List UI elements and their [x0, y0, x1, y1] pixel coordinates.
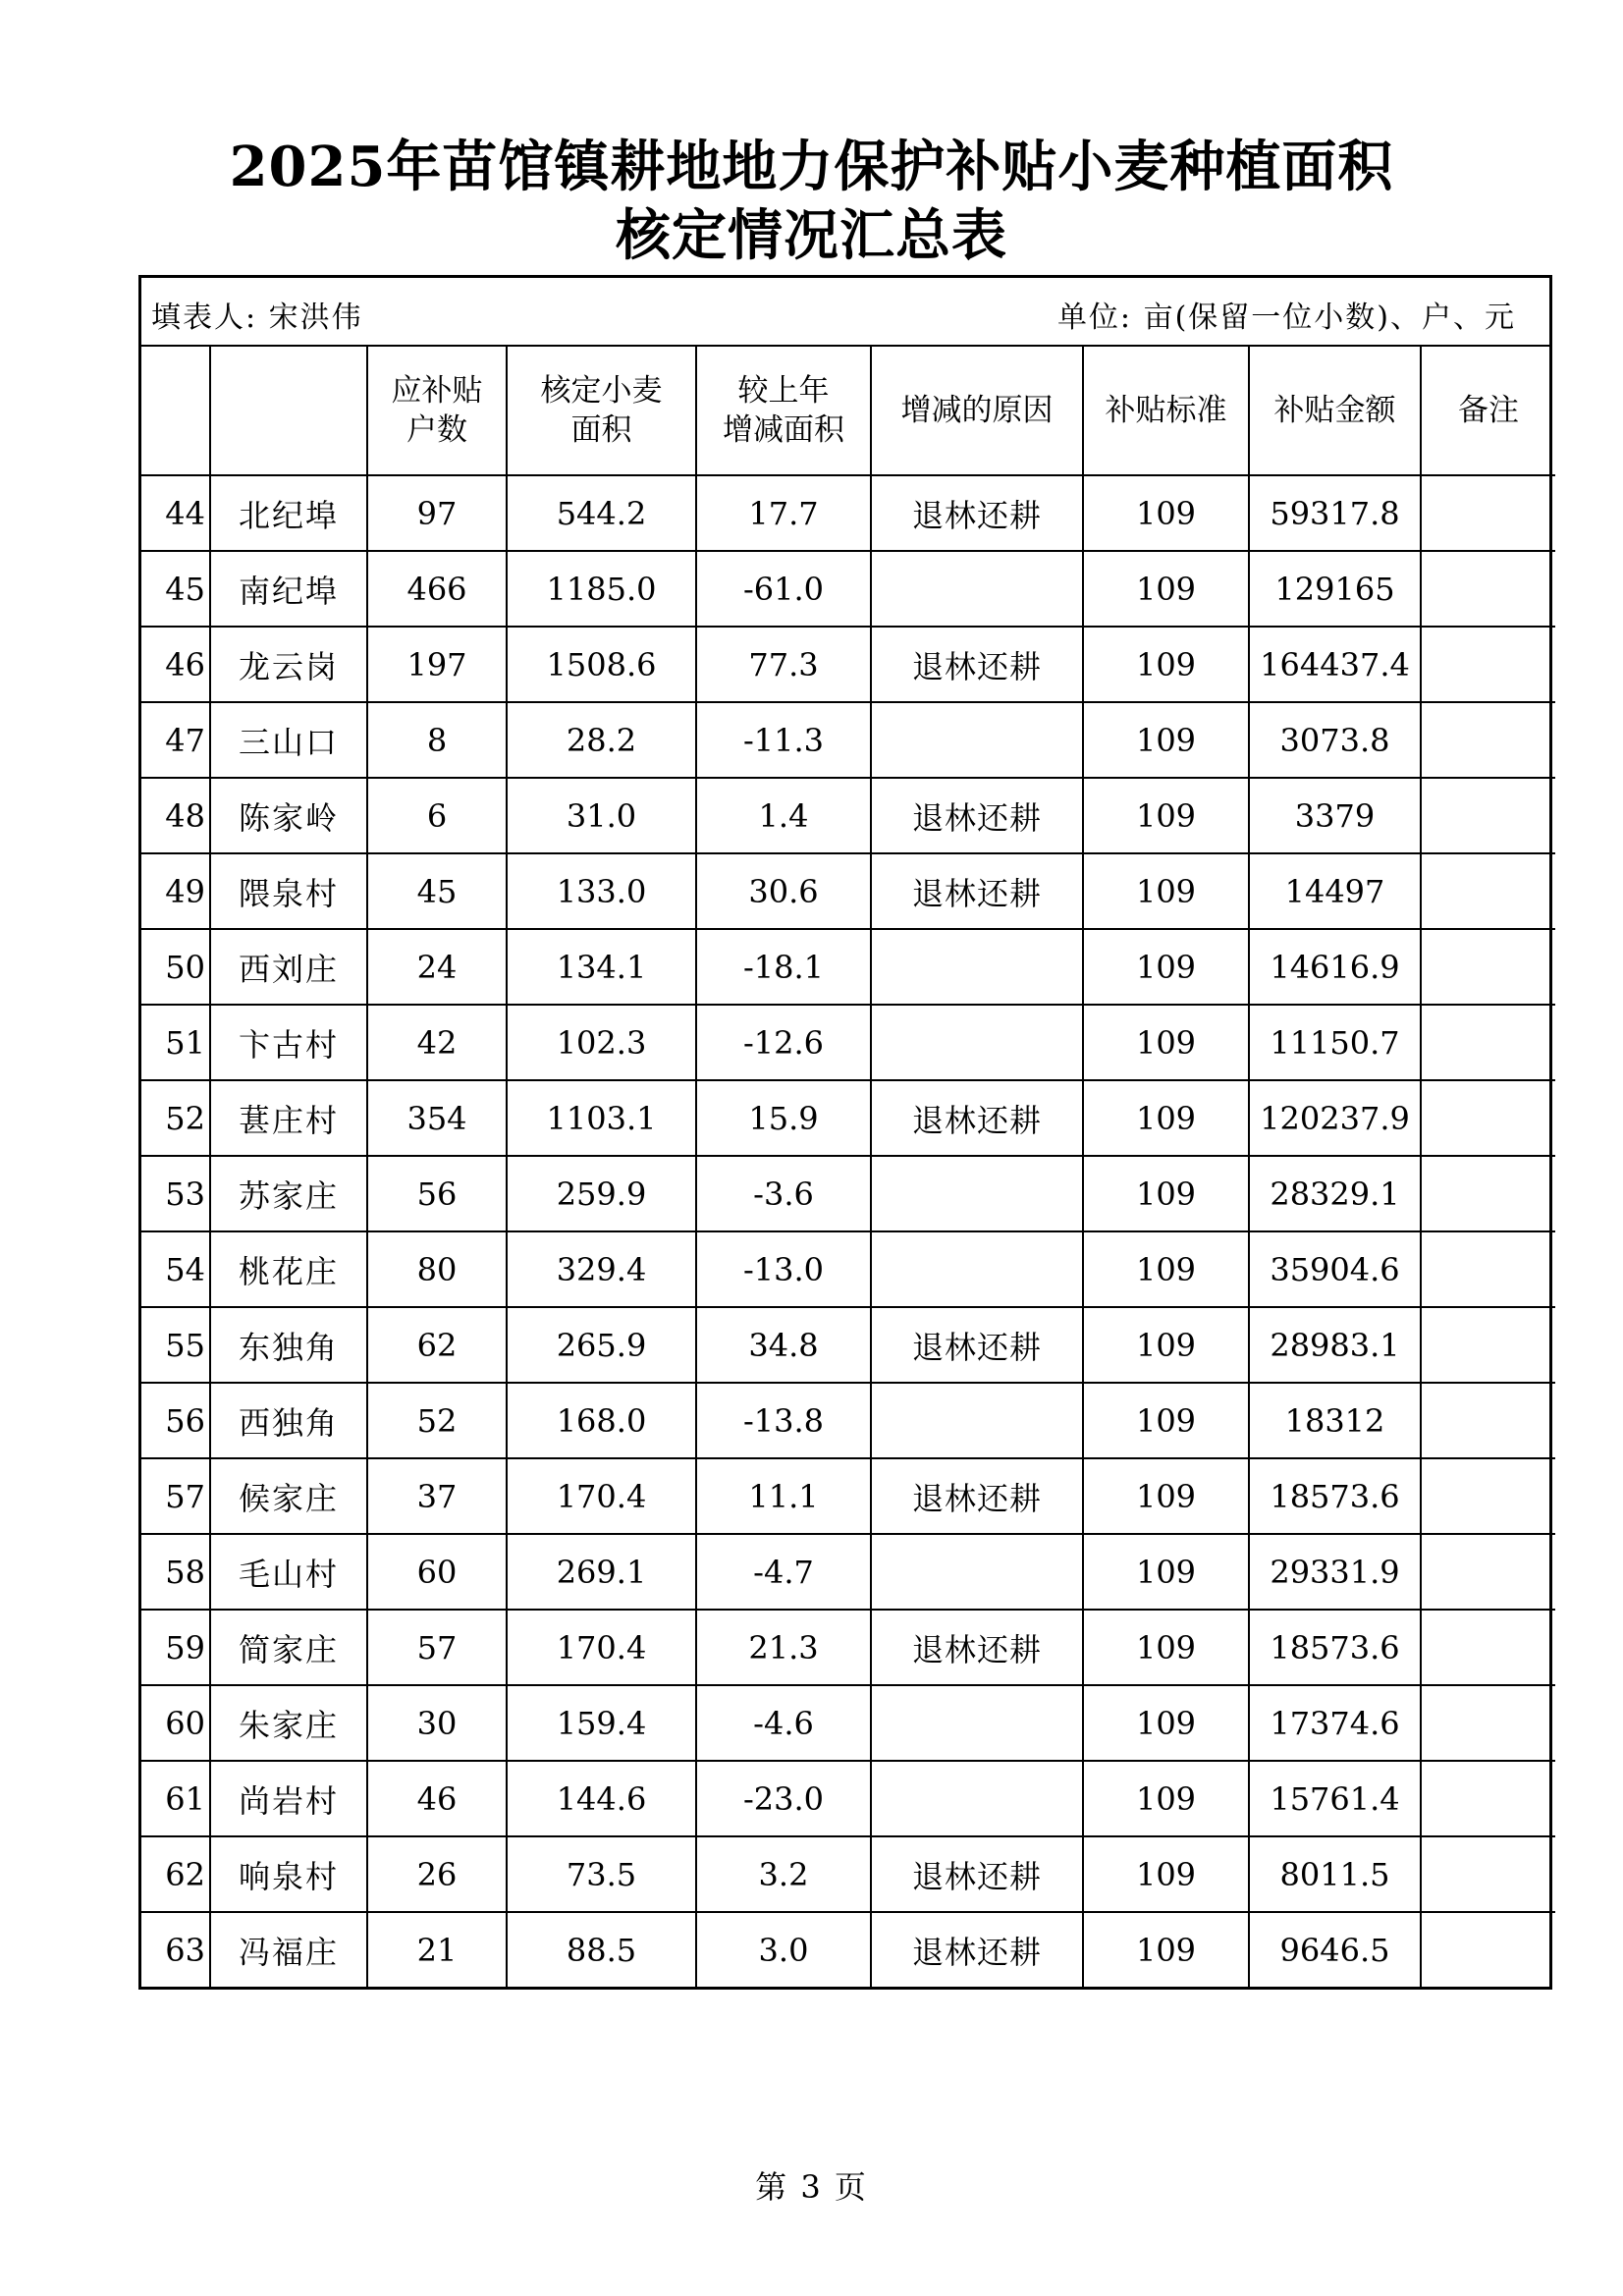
note-cell [1421, 1458, 1555, 1534]
village-name: 东独角 [210, 1307, 367, 1383]
col-reason-header [871, 347, 1083, 475]
households-cell: 56 [367, 1156, 507, 1231]
households-cell: 62 [367, 1307, 507, 1383]
standard-cell: 109 [1083, 702, 1249, 778]
reason-cell: 退林还耕 [871, 1307, 1083, 1383]
reason-cell [871, 1685, 1083, 1761]
area-cell: 1185.0 [507, 551, 696, 627]
col-amount-header [1249, 347, 1421, 475]
note-cell [1421, 475, 1555, 551]
standard-cell: 109 [1083, 1610, 1249, 1685]
row-index: 55 [141, 1307, 210, 1383]
row-index: 52 [141, 1080, 210, 1156]
col-households-header [367, 347, 507, 475]
standard-cell: 109 [1083, 475, 1249, 551]
change-cell: 3.2 [696, 1836, 871, 1912]
table-row [141, 1458, 1555, 1534]
note-cell [1421, 1534, 1555, 1610]
change-cell: 30.6 [696, 853, 871, 929]
village-name: 桃花庄 [210, 1231, 367, 1307]
change-cell: -23.0 [696, 1761, 871, 1836]
row-index: 60 [141, 1685, 210, 1761]
area-cell: 269.1 [507, 1534, 696, 1610]
header-text: 增减面积 [723, 412, 844, 448]
households-cell: 80 [367, 1231, 507, 1307]
table-row [141, 1005, 1555, 1080]
col-index-header [141, 347, 210, 475]
change-cell: 21.3 [696, 1610, 871, 1685]
area-cell: 88.5 [507, 1912, 696, 1987]
amount-cell: 15761.4 [1249, 1761, 1421, 1836]
table-row [141, 1080, 1555, 1156]
amount-cell: 3073.8 [1249, 702, 1421, 778]
row-index: 48 [141, 778, 210, 853]
table-row [141, 1761, 1555, 1836]
standard-cell: 109 [1083, 929, 1249, 1005]
area-cell: 168.0 [507, 1383, 696, 1458]
note-cell [1421, 1005, 1555, 1080]
unit-label: 单位: 亩(保留一位小数)、户、元 [1056, 301, 1516, 335]
village-name: 简家庄 [210, 1610, 367, 1685]
households-cell: 57 [367, 1610, 507, 1685]
note-cell [1421, 929, 1555, 1005]
note-cell [1421, 1836, 1555, 1912]
standard-cell: 109 [1083, 1080, 1249, 1156]
area-cell: 1103.1 [507, 1080, 696, 1156]
table-row [141, 1231, 1555, 1307]
reason-cell [871, 1231, 1083, 1307]
note-cell [1421, 1080, 1555, 1156]
change-cell: -4.7 [696, 1534, 871, 1610]
standard-cell: 109 [1083, 1534, 1249, 1610]
area-cell: 544.2 [507, 475, 696, 551]
village-name: 卞古村 [210, 1005, 367, 1080]
table-row [141, 551, 1555, 627]
standard-cell: 109 [1083, 778, 1249, 853]
village-name: 响泉村 [210, 1836, 367, 1912]
change-cell: -13.8 [696, 1383, 871, 1458]
area-cell: 31.0 [507, 778, 696, 853]
reason-cell: 退林还耕 [871, 853, 1083, 929]
standard-cell: 109 [1083, 1156, 1249, 1231]
table-row [141, 1307, 1555, 1383]
standard-cell: 109 [1083, 627, 1249, 702]
area-cell: 28.2 [507, 702, 696, 778]
note-cell [1421, 1231, 1555, 1307]
note-cell [1421, 551, 1555, 627]
note-cell [1421, 1912, 1555, 1987]
note-cell [1421, 1685, 1555, 1761]
row-index: 61 [141, 1761, 210, 1836]
filler-label: 填表人: 宋洪伟 [151, 301, 363, 335]
village-name: 苏家庄 [210, 1156, 367, 1231]
table-row [141, 1912, 1555, 1987]
area-cell: 329.4 [507, 1231, 696, 1307]
change-cell: -11.3 [696, 702, 871, 778]
area-cell: 170.4 [507, 1458, 696, 1534]
note-cell [1421, 1761, 1555, 1836]
change-cell: 34.8 [696, 1307, 871, 1383]
table-row [141, 1534, 1555, 1610]
standard-cell: 109 [1083, 1912, 1249, 1987]
amount-cell: 28983.1 [1249, 1307, 1421, 1383]
table-row [141, 702, 1555, 778]
note-cell [1421, 1307, 1555, 1383]
col-change-header [696, 347, 871, 475]
village-name: 毛山村 [210, 1534, 367, 1610]
amount-cell: 14497 [1249, 853, 1421, 929]
standard-cell: 109 [1083, 1761, 1249, 1836]
table-row [141, 627, 1555, 702]
amount-cell: 59317.8 [1249, 475, 1421, 551]
households-cell: 21 [367, 1912, 507, 1987]
reason-cell: 退林还耕 [871, 1080, 1083, 1156]
village-name: 西刘庄 [210, 929, 367, 1005]
summary-sheet [138, 275, 1552, 1990]
amount-cell: 28329.1 [1249, 1156, 1421, 1231]
village-name: 候家庄 [210, 1458, 367, 1534]
row-index: 53 [141, 1156, 210, 1231]
reason-cell [871, 1156, 1083, 1231]
row-index: 59 [141, 1610, 210, 1685]
header-text: 面积 [570, 412, 632, 448]
area-cell: 134.1 [507, 929, 696, 1005]
change-cell: -12.6 [696, 1005, 871, 1080]
table-row [141, 1610, 1555, 1685]
households-cell: 46 [367, 1761, 507, 1836]
header-text: 户数 [406, 412, 467, 448]
page-title: 2025年苗馆镇耕地地力保护补贴小麦种植面积 [229, 135, 1394, 199]
village-name: 隈泉村 [210, 853, 367, 929]
note-cell [1421, 1156, 1555, 1231]
amount-cell: 18573.6 [1249, 1458, 1421, 1534]
reason-cell: 退林还耕 [871, 627, 1083, 702]
row-index: 47 [141, 702, 210, 778]
reason-cell: 退林还耕 [871, 778, 1083, 853]
col-note-header [1421, 347, 1555, 475]
table-row [141, 1156, 1555, 1231]
subsidy-table [141, 347, 1555, 1987]
area-cell: 73.5 [507, 1836, 696, 1912]
area-cell: 159.4 [507, 1685, 696, 1761]
village-name: 龙云岗 [210, 627, 367, 702]
change-cell: -3.6 [696, 1156, 871, 1231]
note-cell [1421, 702, 1555, 778]
row-index: 56 [141, 1383, 210, 1458]
header-text: 较上年 [737, 373, 830, 409]
area-cell: 1508.6 [507, 627, 696, 702]
households-cell: 52 [367, 1383, 507, 1458]
reason-cell: 退林还耕 [871, 1836, 1083, 1912]
row-index: 51 [141, 1005, 210, 1080]
amount-cell: 164437.4 [1249, 627, 1421, 702]
amount-cell: 29331.9 [1249, 1534, 1421, 1610]
households-cell: 354 [367, 1080, 507, 1156]
note-cell [1421, 1383, 1555, 1458]
amount-cell: 18312 [1249, 1383, 1421, 1458]
amount-cell: 14616.9 [1249, 929, 1421, 1005]
amount-cell: 9646.5 [1249, 1912, 1421, 1987]
row-index: 63 [141, 1912, 210, 1987]
standard-cell: 109 [1083, 1685, 1249, 1761]
reason-cell: 退林还耕 [871, 1912, 1083, 1987]
households-cell: 197 [367, 627, 507, 702]
reason-cell [871, 1383, 1083, 1458]
note-cell [1421, 627, 1555, 702]
standard-cell: 109 [1083, 1005, 1249, 1080]
reason-cell: 退林还耕 [871, 475, 1083, 551]
header-text: 增减的原因 [900, 393, 1054, 428]
standard-cell: 109 [1083, 853, 1249, 929]
row-index: 45 [141, 551, 210, 627]
table-row [141, 1685, 1555, 1761]
village-name: 尚岩村 [210, 1761, 367, 1836]
standard-cell: 109 [1083, 1231, 1249, 1307]
row-index: 54 [141, 1231, 210, 1307]
amount-cell: 8011.5 [1249, 1836, 1421, 1912]
change-cell: 77.3 [696, 627, 871, 702]
row-index: 62 [141, 1836, 210, 1912]
households-cell: 97 [367, 475, 507, 551]
reason-cell [871, 1534, 1083, 1610]
households-cell: 24 [367, 929, 507, 1005]
header-text: 应补贴 [391, 373, 483, 409]
change-cell: 3.0 [696, 1912, 871, 1987]
col-area-header [507, 347, 696, 475]
village-name: 北纪埠 [210, 475, 367, 551]
row-index: 57 [141, 1458, 210, 1534]
row-index: 46 [141, 627, 210, 702]
page-subtitle: 核定情况汇总表 [616, 203, 1007, 268]
village-name: 西独角 [210, 1383, 367, 1458]
row-index: 50 [141, 929, 210, 1005]
households-cell: 42 [367, 1005, 507, 1080]
amount-cell: 11150.7 [1249, 1005, 1421, 1080]
table-row [141, 853, 1555, 929]
standard-cell: 109 [1083, 1383, 1249, 1458]
table-row [141, 778, 1555, 853]
households-cell: 466 [367, 551, 507, 627]
note-cell [1421, 1610, 1555, 1685]
info-bar [141, 278, 1549, 347]
change-cell: 1.4 [696, 778, 871, 853]
standard-cell: 109 [1083, 1307, 1249, 1383]
reason-cell: 退林还耕 [871, 1610, 1083, 1685]
page-number: 第 3 页 [755, 2168, 868, 2206]
amount-cell: 17374.6 [1249, 1685, 1421, 1761]
note-cell [1421, 778, 1555, 853]
village-name: 陈家岭 [210, 778, 367, 853]
amount-cell: 35904.6 [1249, 1231, 1421, 1307]
standard-cell: 109 [1083, 1458, 1249, 1534]
header-text: 补贴金额 [1273, 393, 1396, 428]
households-cell: 6 [367, 778, 507, 853]
village-name: 葚庄村 [210, 1080, 367, 1156]
change-cell: -13.0 [696, 1231, 871, 1307]
area-cell: 170.4 [507, 1610, 696, 1685]
households-cell: 60 [367, 1534, 507, 1610]
households-cell: 26 [367, 1836, 507, 1912]
header-text: 备注 [1458, 393, 1519, 428]
change-cell: -4.6 [696, 1685, 871, 1761]
table-row [141, 1383, 1555, 1458]
note-cell [1421, 853, 1555, 929]
village-name: 朱家庄 [210, 1685, 367, 1761]
area-cell: 144.6 [507, 1761, 696, 1836]
change-cell: 11.1 [696, 1458, 871, 1534]
amount-cell: 129165 [1249, 551, 1421, 627]
row-index: 49 [141, 853, 210, 929]
area-cell: 102.3 [507, 1005, 696, 1080]
amount-cell: 18573.6 [1249, 1610, 1421, 1685]
header-text: 核定小麦 [540, 373, 663, 409]
row-index: 44 [141, 475, 210, 551]
area-cell: 265.9 [507, 1307, 696, 1383]
change-cell: -61.0 [696, 551, 871, 627]
households-cell: 45 [367, 853, 507, 929]
col-village-header [210, 347, 367, 475]
col-standard-header [1083, 347, 1249, 475]
reason-cell [871, 551, 1083, 627]
reason-cell [871, 1761, 1083, 1836]
standard-cell: 109 [1083, 1836, 1249, 1912]
change-cell: -18.1 [696, 929, 871, 1005]
households-cell: 37 [367, 1458, 507, 1534]
amount-cell: 3379 [1249, 778, 1421, 853]
table-row [141, 929, 1555, 1005]
table-row [141, 475, 1555, 551]
households-cell: 30 [367, 1685, 507, 1761]
table-body [141, 475, 1555, 1987]
reason-cell [871, 929, 1083, 1005]
households-cell: 8 [367, 702, 507, 778]
amount-cell: 120237.9 [1249, 1080, 1421, 1156]
table-header-row [141, 347, 1555, 475]
area-cell: 133.0 [507, 853, 696, 929]
village-name: 三山口 [210, 702, 367, 778]
reason-cell [871, 702, 1083, 778]
reason-cell [871, 1005, 1083, 1080]
table-row [141, 1836, 1555, 1912]
header-text: 补贴标准 [1105, 393, 1227, 428]
standard-cell: 109 [1083, 551, 1249, 627]
village-name: 冯福庄 [210, 1912, 367, 1987]
village-name: 南纪埠 [210, 551, 367, 627]
area-cell: 259.9 [507, 1156, 696, 1231]
change-cell: 15.9 [696, 1080, 871, 1156]
row-index: 58 [141, 1534, 210, 1610]
change-cell: 17.7 [696, 475, 871, 551]
reason-cell: 退林还耕 [871, 1458, 1083, 1534]
